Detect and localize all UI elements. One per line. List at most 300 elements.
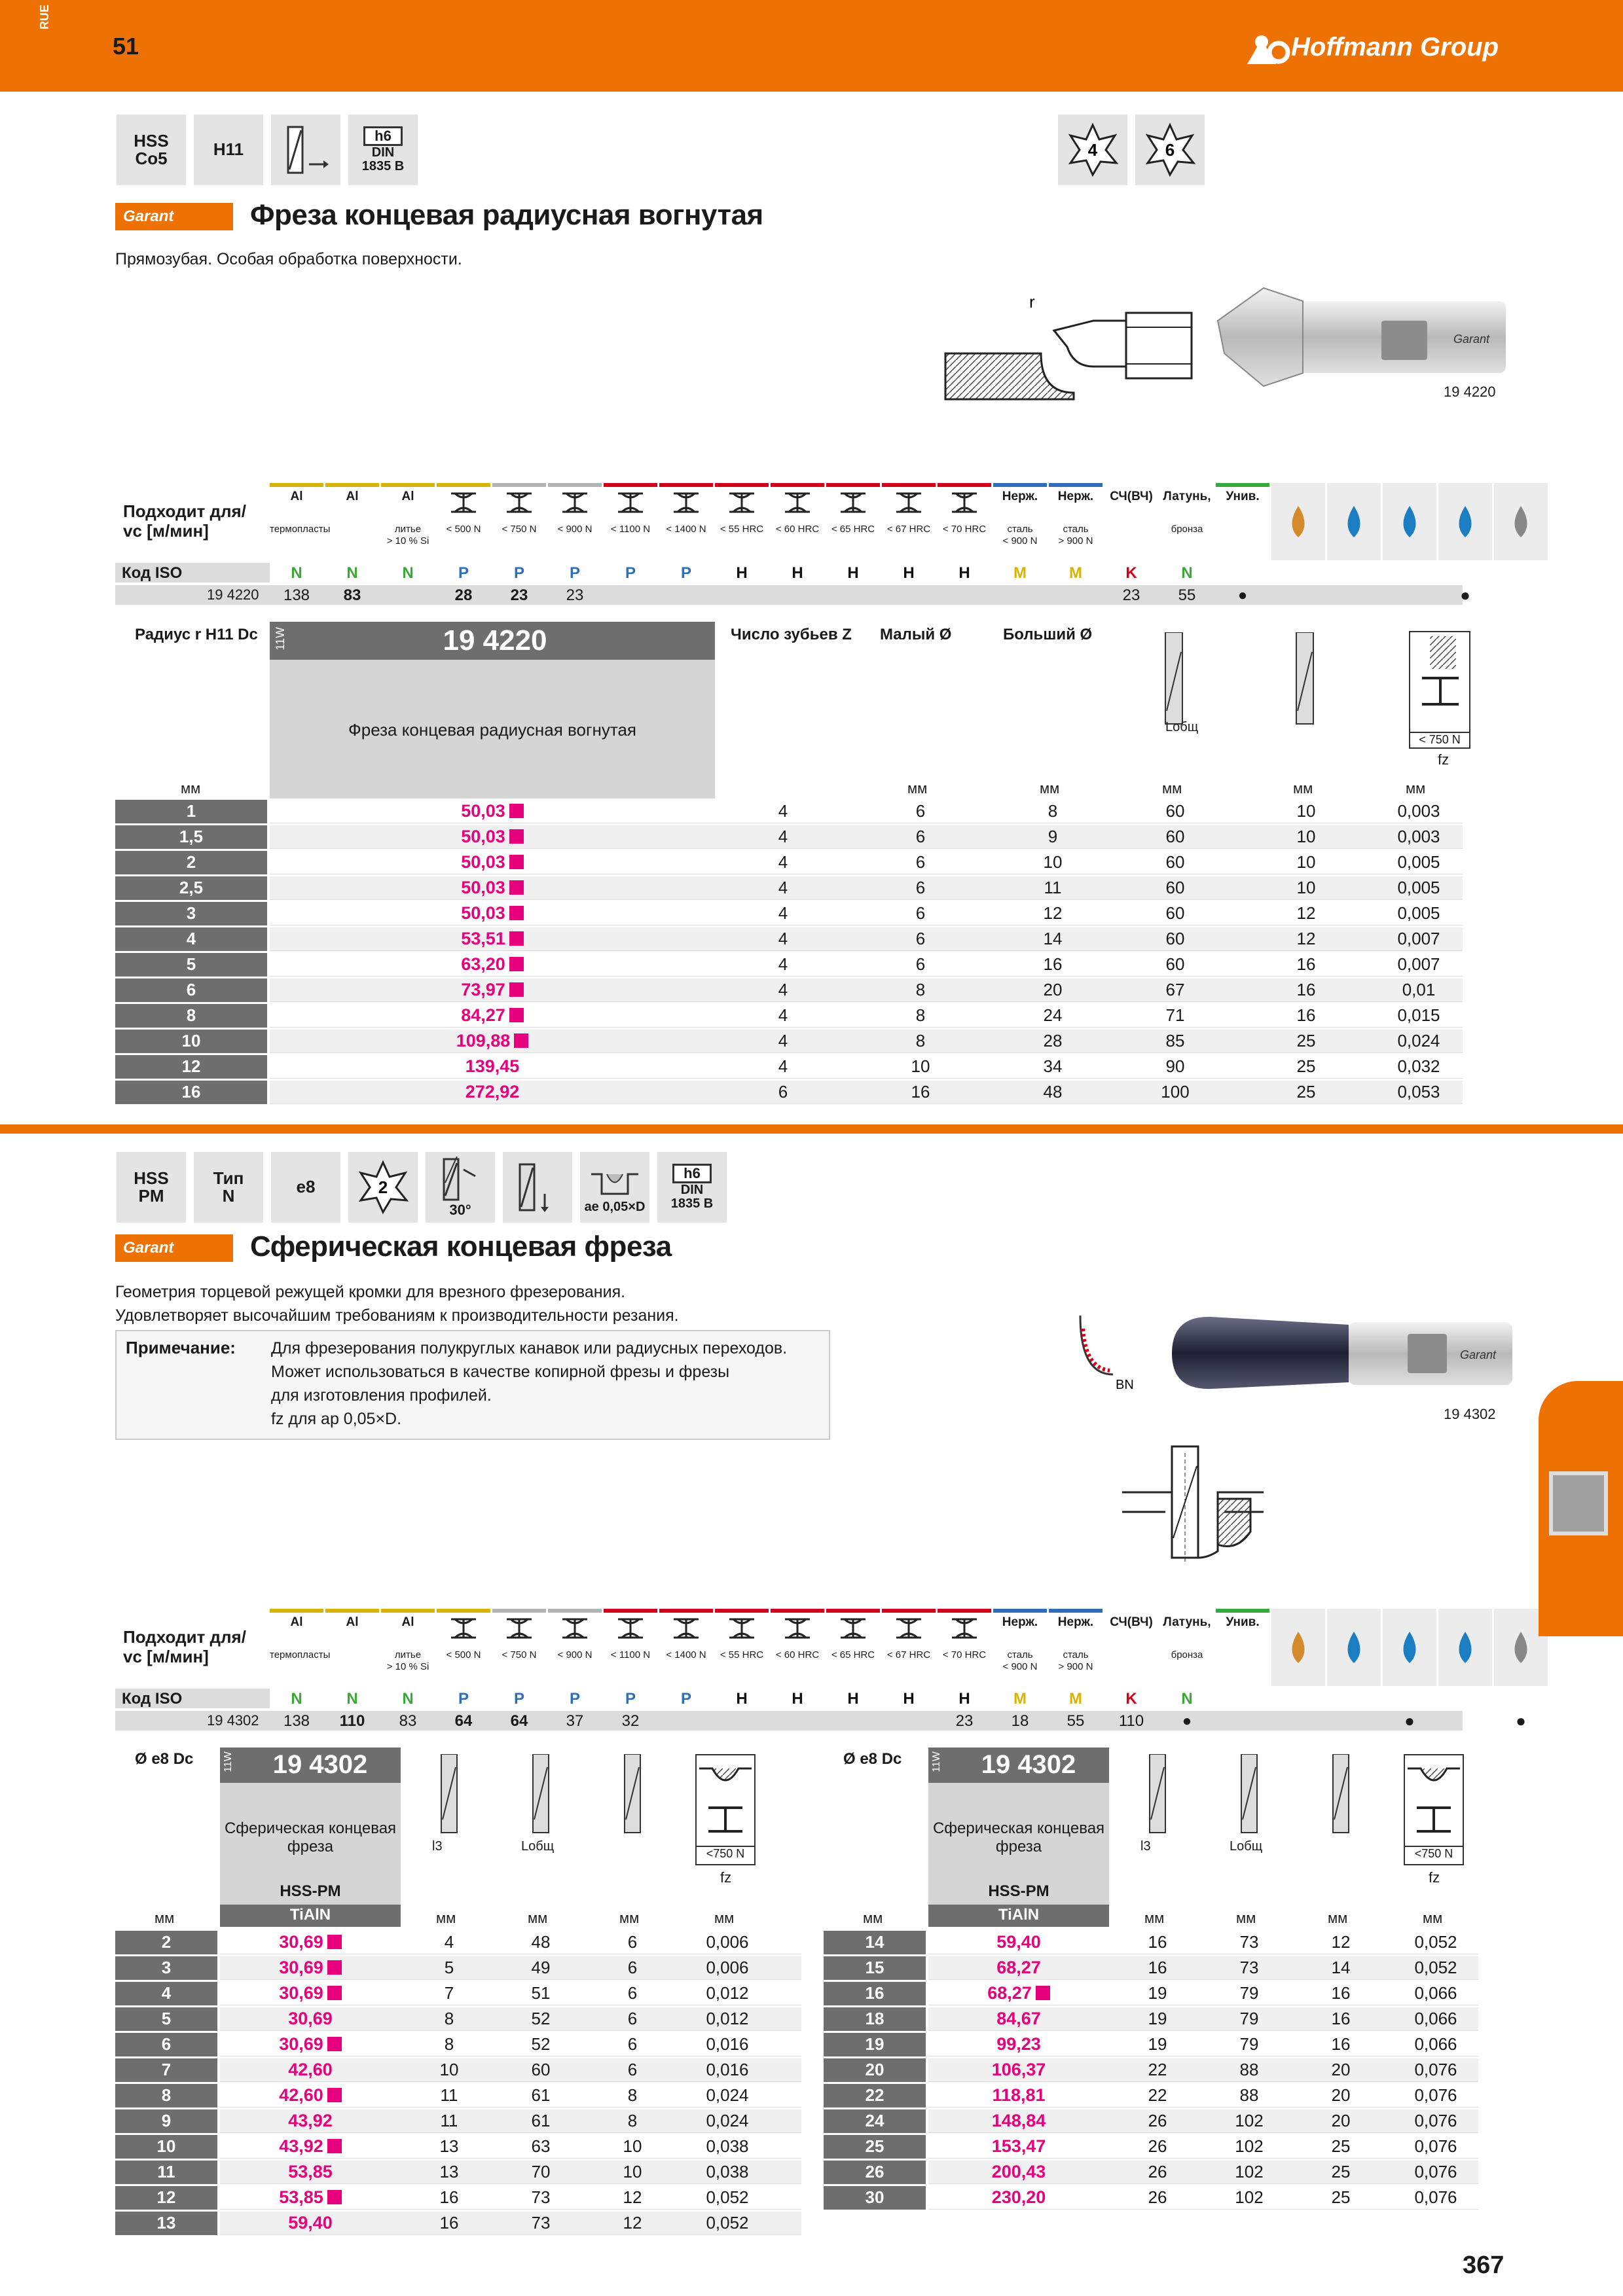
iso-code: M bbox=[1069, 1690, 1082, 1708]
price-value: 139,45 bbox=[465, 1056, 520, 1076]
row-lt: 60 bbox=[531, 2060, 551, 2079]
row-fz: 0,024 bbox=[1397, 1031, 1440, 1050]
oil-drop-icon bbox=[1271, 483, 1325, 560]
material-sub: < 60 HRC bbox=[775, 1649, 820, 1660]
row-l3: 16 bbox=[1148, 1958, 1167, 1977]
row-fz: 0,038 bbox=[706, 2136, 749, 2156]
header-fz: fz bbox=[720, 1869, 732, 1886]
row-s: 6 bbox=[915, 929, 926, 948]
vc-value: 23 bbox=[1122, 586, 1140, 604]
row-l3: 13 bbox=[439, 2162, 459, 2181]
material-color-bar bbox=[715, 483, 769, 487]
suit-head-2: vc [м/мин] bbox=[123, 1647, 209, 1666]
row-dia: 13 bbox=[156, 2213, 176, 2233]
header-fz: fz bbox=[1429, 1869, 1440, 1886]
material-title: Латунь, bbox=[1163, 490, 1211, 503]
vc-value: 64 bbox=[510, 1712, 528, 1730]
vc-value: 18 bbox=[1011, 1712, 1029, 1730]
teeth-2-icon bbox=[348, 1152, 418, 1223]
row-radius: 1,5 bbox=[179, 827, 204, 846]
price-value: 59,40 bbox=[996, 1932, 1041, 1952]
row-price bbox=[270, 878, 715, 898]
product-subtitle-1: Прямозубая. Особая обработка поверхности. bbox=[115, 250, 462, 268]
row-ds: 8 bbox=[627, 2085, 638, 2105]
shank-drawing-icon bbox=[1138, 1754, 1177, 1842]
row-z: 6 bbox=[778, 1082, 788, 1102]
row-price bbox=[928, 1932, 1109, 1952]
stock-square-icon bbox=[327, 2190, 342, 2204]
stock-square-icon bbox=[1036, 1986, 1050, 2000]
stock-square-icon bbox=[327, 2037, 342, 2051]
row-price bbox=[220, 1932, 401, 1952]
material-title: СЧ(ВЧ) bbox=[1110, 1615, 1153, 1629]
row-d: 16 bbox=[1296, 980, 1316, 999]
iso-code: M bbox=[1013, 564, 1027, 582]
row-ds: 6 bbox=[627, 2034, 638, 2054]
dry-cut-icon bbox=[1438, 1609, 1492, 1686]
material-sub: сталь < 900 N bbox=[1002, 524, 1038, 547]
steel-profile-icon bbox=[938, 1615, 991, 1645]
material-sub: < 750 N bbox=[501, 1649, 537, 1660]
price-value: 53,85 bbox=[288, 2162, 333, 2181]
row-price bbox=[270, 827, 715, 847]
material-color-bar bbox=[437, 483, 490, 487]
row-ds: 8 bbox=[627, 2111, 638, 2130]
row-lt: 73 bbox=[1239, 1958, 1259, 1977]
material-color-bar bbox=[882, 1609, 936, 1613]
vc-value: 110 bbox=[339, 1712, 365, 1730]
row-s: 6 bbox=[915, 903, 926, 923]
row-d: 25 bbox=[1296, 1056, 1316, 1076]
row-price bbox=[928, 2009, 1109, 2029]
row-fz: 0,006 bbox=[706, 1932, 749, 1952]
iso-code: K bbox=[1125, 564, 1137, 582]
material-color-bar bbox=[1216, 1609, 1269, 1613]
price-value: 30,69 bbox=[279, 2034, 323, 2054]
coolant-mark: ● bbox=[1404, 1711, 1415, 1731]
material-color-bar bbox=[659, 483, 713, 487]
row-dia: 8 bbox=[161, 2085, 172, 2105]
row-l3: 16 bbox=[1148, 1932, 1167, 1952]
row-price bbox=[220, 2034, 401, 2054]
material-sub: < 65 HRC bbox=[831, 524, 875, 535]
chapter-tab-icon bbox=[1549, 1471, 1608, 1535]
iso-code: P bbox=[569, 1690, 580, 1708]
iso-code: N bbox=[402, 564, 414, 582]
steel-profile-icon bbox=[437, 1615, 490, 1645]
price-value: 63,20 bbox=[461, 954, 505, 974]
iso-code: H bbox=[792, 564, 803, 582]
row-fz: 0,007 bbox=[1397, 929, 1440, 948]
svg-text:2: 2 bbox=[378, 1177, 388, 1197]
row-fz: 0,076 bbox=[1414, 2060, 1457, 2079]
price-value: 153,47 bbox=[991, 2136, 1046, 2156]
material-title: Нерж. bbox=[1002, 490, 1038, 503]
row-s: 6 bbox=[915, 852, 926, 872]
material-title: Al bbox=[346, 490, 359, 503]
price-value: 50,03 bbox=[461, 878, 505, 897]
material-sub: бронза bbox=[1171, 524, 1203, 535]
stock-square-icon bbox=[509, 982, 524, 997]
row-b: 48 bbox=[1043, 1082, 1063, 1102]
unit-cell: мм bbox=[1144, 1910, 1165, 1926]
spec-type-2: Тип N bbox=[194, 1152, 263, 1223]
steel-profile-icon bbox=[492, 490, 546, 520]
material-color-bar bbox=[715, 1609, 769, 1613]
row-d: 12 bbox=[1296, 903, 1316, 923]
row-lt: 88 bbox=[1239, 2060, 1259, 2079]
unit-cell: мм bbox=[1040, 780, 1060, 797]
row-fz: 0,076 bbox=[1414, 2162, 1457, 2181]
iso-label: Код ISO bbox=[122, 564, 183, 582]
steel-profile-icon bbox=[604, 1615, 657, 1645]
suitability-table-2 bbox=[115, 1609, 1526, 1733]
row-z: 4 bbox=[778, 801, 788, 821]
svg-text:4: 4 bbox=[1087, 140, 1098, 160]
row-price bbox=[270, 1082, 715, 1102]
row-lt: 73 bbox=[531, 2213, 551, 2233]
price-value: 230,20 bbox=[991, 2187, 1046, 2207]
material-sub: < 900 N bbox=[557, 1649, 593, 1660]
material-title: Нерж. bbox=[1057, 490, 1094, 503]
row-radius: 6 bbox=[186, 980, 196, 999]
iso-label: Код ISO bbox=[122, 1690, 183, 1708]
row-b: 20 bbox=[1043, 980, 1063, 999]
shank-drawing-icon bbox=[1230, 1754, 1269, 1842]
material-color-bar bbox=[938, 483, 991, 487]
row-b: 8 bbox=[1048, 801, 1058, 821]
material-color-bar bbox=[1049, 1609, 1103, 1613]
mql-icon bbox=[1494, 483, 1548, 560]
price-value: 59,40 bbox=[288, 2213, 333, 2233]
material-color-bar bbox=[993, 483, 1047, 487]
row-l3: 26 bbox=[1148, 2136, 1167, 2156]
row-radius: 10 bbox=[181, 1031, 201, 1050]
material-sub: < 500 N bbox=[446, 1649, 481, 1660]
header-name: Фреза концевая радиусная вогнутая bbox=[348, 720, 636, 740]
material-color-bar bbox=[1049, 483, 1103, 487]
row-price bbox=[928, 2187, 1109, 2208]
row-z: 4 bbox=[778, 903, 788, 923]
row-ds: 10 bbox=[623, 2162, 642, 2181]
header-coating: TiAlN bbox=[289, 1906, 331, 1924]
row-l3: 19 bbox=[1148, 2034, 1167, 2054]
row-fz: 0,076 bbox=[1414, 2085, 1457, 2105]
row-l3: 8 bbox=[444, 2034, 454, 2054]
row-price bbox=[270, 1005, 715, 1026]
material-sub: < 1100 N bbox=[610, 524, 651, 535]
shank-drawing-icon bbox=[1321, 1754, 1360, 1842]
iso-code: N bbox=[346, 1690, 358, 1708]
suit-head-1: Подходит для/ bbox=[123, 501, 246, 521]
vc-value: 64 bbox=[454, 1712, 473, 1730]
price-value: 43,92 bbox=[288, 2111, 333, 2130]
row-dia: 11 bbox=[157, 2162, 175, 2181]
price-value: 106,37 bbox=[991, 2060, 1046, 2079]
svg-text:Garant: Garant bbox=[1453, 332, 1490, 346]
ae-value: ae 0,05×D bbox=[584, 1199, 646, 1214]
svg-text:BN: BN bbox=[1116, 1378, 1134, 1392]
row-z: 4 bbox=[778, 1005, 788, 1025]
row-fz: 0,005 bbox=[1397, 903, 1440, 923]
material-color-bar bbox=[993, 1609, 1047, 1613]
material-color-bar bbox=[771, 483, 824, 487]
row-l: 60 bbox=[1165, 878, 1185, 897]
row-l3: 22 bbox=[1148, 2060, 1167, 2079]
vc-value: 138 bbox=[283, 1712, 310, 1730]
product-desc-line2: Удовлетворяет высочайшим требованиям к производительности резания. bbox=[115, 1306, 679, 1325]
row-price bbox=[220, 2213, 401, 2233]
iso-code: P bbox=[458, 564, 469, 582]
row-fz: 0,076 bbox=[1414, 2111, 1457, 2130]
section-divider bbox=[0, 1124, 1623, 1134]
row-ds: 12 bbox=[623, 2187, 642, 2207]
row-price bbox=[270, 1056, 715, 1077]
steel-profile-icon bbox=[548, 1615, 602, 1645]
spray-icon bbox=[1383, 1609, 1436, 1686]
shank-drawing-icon bbox=[429, 1754, 469, 1842]
price-value: 84,67 bbox=[996, 2009, 1041, 2028]
row-l3: 19 bbox=[1148, 1983, 1167, 2003]
row-l: 67 bbox=[1165, 980, 1185, 999]
row-l3: 11 bbox=[440, 2085, 458, 2105]
note-line4: fz для ap 0,05×D. bbox=[271, 1410, 402, 1428]
row-b: 11 bbox=[1044, 878, 1062, 897]
din-label-2: DIN bbox=[680, 1182, 704, 1197]
row-s: 6 bbox=[915, 954, 926, 974]
dry-cut-icon bbox=[1438, 483, 1492, 560]
row-ds: 12 bbox=[1331, 1932, 1351, 1952]
shank-tolerance-2: h6 bbox=[672, 1164, 712, 1183]
row-ds: 6 bbox=[627, 2060, 638, 2079]
row-l: 85 bbox=[1165, 1031, 1185, 1050]
material-sub: < 70 HRC bbox=[942, 1649, 987, 1660]
price-value: 148,84 bbox=[991, 2111, 1046, 2130]
row-l: 100 bbox=[1161, 1082, 1190, 1102]
teeth-4-icon bbox=[1058, 115, 1127, 185]
row-price bbox=[220, 2136, 401, 2157]
iso-code: H bbox=[736, 564, 748, 582]
steel-profile-icon bbox=[771, 490, 824, 520]
suit-head-1: Подходит для/ bbox=[123, 1627, 246, 1647]
header-11w: 11W bbox=[274, 627, 287, 651]
row-ds: 20 bbox=[1331, 2111, 1351, 2130]
emulsion-drop-icon bbox=[1327, 1609, 1381, 1686]
row-ds: 6 bbox=[627, 2009, 638, 2028]
profile-drawing-1 bbox=[943, 281, 1198, 406]
din-number-2: 1835 B bbox=[670, 1196, 714, 1211]
row-price bbox=[220, 2187, 401, 2208]
garant-logo-2: Garant bbox=[115, 1234, 233, 1262]
row-price bbox=[220, 2085, 401, 2106]
price-value: 109,88 bbox=[456, 1031, 511, 1050]
row-d: 16 bbox=[1296, 1005, 1316, 1025]
stock-square-icon bbox=[509, 804, 524, 818]
vc-value: 83 bbox=[343, 586, 361, 604]
row-radius: 2,5 bbox=[179, 878, 204, 897]
row-fz: 0,005 bbox=[1397, 852, 1440, 872]
header-ltot: Lобщ bbox=[1230, 1839, 1263, 1854]
header-material: HSS-PM bbox=[280, 1882, 341, 1900]
product-desc-line1: Геометрия торцевой режущей кромки для врезного фрезерования. bbox=[115, 1283, 626, 1301]
material-sub: < 67 HRC bbox=[886, 524, 931, 535]
row-s: 10 bbox=[911, 1056, 930, 1076]
material-title: Нерж. bbox=[1002, 1615, 1038, 1629]
row-l3: 22 bbox=[1148, 2085, 1167, 2105]
material-color-bar bbox=[882, 483, 936, 487]
row-z: 4 bbox=[778, 827, 788, 846]
price-value: 42,60 bbox=[288, 2060, 333, 2079]
row-fz: 0,012 bbox=[706, 1983, 749, 2003]
brand-name: Hoffmann Group bbox=[1291, 33, 1499, 62]
price-value: 200,43 bbox=[991, 2162, 1046, 2181]
page-number-bottom: 367 bbox=[1463, 2251, 1504, 2279]
price-value: 30,69 bbox=[279, 1958, 323, 1977]
row-s: 16 bbox=[911, 1082, 930, 1102]
iso-code: H bbox=[958, 564, 970, 582]
row-dia: 3 bbox=[161, 1958, 172, 1977]
row-ds: 10 bbox=[623, 2136, 642, 2156]
note-line2: Может использоваться в качестве копирной фрезы и фрезы bbox=[271, 1363, 730, 1381]
row-dia: 9 bbox=[161, 2111, 172, 2130]
row-l3: 10 bbox=[439, 2060, 459, 2079]
row-radius: 4 bbox=[186, 929, 196, 948]
vc-value: 23 bbox=[566, 586, 584, 604]
note-box bbox=[115, 1330, 830, 1440]
row-l3: 26 bbox=[1148, 2111, 1167, 2130]
stock-square-icon bbox=[509, 880, 524, 895]
row-z: 4 bbox=[778, 980, 788, 999]
material-color-bar bbox=[604, 1609, 657, 1613]
row-lt: 102 bbox=[1235, 2111, 1264, 2130]
steel-profile-icon bbox=[659, 1615, 713, 1645]
iso-code: P bbox=[625, 564, 636, 582]
unit-cell: мм bbox=[714, 1910, 735, 1926]
iso-code: M bbox=[1013, 1690, 1027, 1708]
row-price bbox=[928, 2085, 1109, 2106]
helix-angle: 30° bbox=[449, 1202, 471, 1219]
row-price bbox=[270, 852, 715, 872]
stock-square-icon bbox=[509, 957, 524, 971]
code-label: 19 4220 bbox=[207, 586, 259, 603]
steel-profile-icon bbox=[882, 490, 936, 520]
row-fz: 0,076 bbox=[1414, 2136, 1457, 2156]
shank-drawing-icon bbox=[1283, 632, 1329, 734]
row-b: 12 bbox=[1043, 903, 1063, 923]
material-title: Al bbox=[401, 490, 414, 503]
din-shank-badge-2 bbox=[657, 1152, 727, 1223]
row-price bbox=[928, 2060, 1109, 2080]
iso-code: P bbox=[569, 564, 580, 582]
oil-drop-icon bbox=[1271, 1609, 1325, 1686]
fz-sub: <750 N bbox=[697, 1846, 754, 1861]
row-l3: 16 bbox=[439, 2187, 459, 2207]
vc-value: 28 bbox=[454, 586, 473, 604]
row-lt: 70 bbox=[531, 2162, 551, 2181]
row-d: 25 bbox=[1296, 1031, 1316, 1050]
teeth-6-icon bbox=[1135, 115, 1205, 185]
row-lt: 102 bbox=[1235, 2162, 1264, 2181]
row-lt: 51 bbox=[531, 1983, 551, 2003]
row-dia: 24 bbox=[865, 2111, 884, 2130]
row-ds: 16 bbox=[1331, 2034, 1351, 2054]
iso-code: N bbox=[1181, 564, 1193, 582]
row-lt: 102 bbox=[1235, 2187, 1264, 2207]
row-z: 4 bbox=[778, 954, 788, 974]
unit-cell: мм bbox=[1293, 780, 1313, 797]
material-color-bar bbox=[604, 483, 657, 487]
iso-code: H bbox=[847, 564, 859, 582]
material-title: Латунь, bbox=[1163, 1615, 1211, 1629]
row-fz: 0,038 bbox=[706, 2162, 749, 2181]
row-dia: 19 bbox=[865, 2034, 884, 2054]
row-l3: 4 bbox=[444, 1932, 454, 1952]
iso-code: P bbox=[680, 564, 691, 582]
price-value: 118,81 bbox=[992, 2085, 1046, 2105]
unit-cell: мм bbox=[1162, 780, 1182, 797]
row-price bbox=[928, 2111, 1109, 2131]
din-shank-badge bbox=[348, 115, 418, 185]
row-fz: 0,052 bbox=[1414, 1958, 1457, 1977]
iso-code: P bbox=[625, 1690, 636, 1708]
price-value: 68,27 bbox=[987, 1983, 1032, 2003]
header-fz: fz bbox=[1438, 751, 1450, 768]
material-sub: сталь > 900 N bbox=[1058, 524, 1093, 547]
material-color-bar bbox=[325, 1609, 379, 1613]
stock-square-icon bbox=[514, 1033, 528, 1048]
row-lt: 79 bbox=[1239, 2034, 1259, 2054]
row-price bbox=[220, 2111, 401, 2131]
row-price bbox=[220, 1958, 401, 1978]
material-sub: сталь > 900 N bbox=[1058, 1649, 1093, 1672]
vc-value: 138 bbox=[283, 586, 310, 604]
material-title: Al bbox=[401, 1615, 414, 1629]
row-fz: 0,016 bbox=[706, 2034, 749, 2054]
shank-drawing-icon bbox=[1152, 632, 1198, 734]
vc-value: 110 bbox=[1118, 1712, 1144, 1730]
row-l3: 8 bbox=[444, 2009, 454, 2028]
row-dia: 12 bbox=[156, 2187, 176, 2207]
row-ds: 12 bbox=[623, 2213, 642, 2233]
tool-photo-19-4302 bbox=[1074, 1302, 1519, 1401]
row-ds: 16 bbox=[1331, 1983, 1351, 2003]
row-ds: 20 bbox=[1331, 2085, 1351, 2105]
row-l3: 13 bbox=[439, 2136, 459, 2156]
row-l3: 16 bbox=[439, 2213, 459, 2233]
unit-cell: мм bbox=[528, 1910, 548, 1926]
row-price bbox=[928, 2162, 1109, 2182]
row-d: 25 bbox=[1296, 1082, 1316, 1102]
row-l: 60 bbox=[1165, 903, 1185, 923]
row-lt: 48 bbox=[531, 1932, 551, 1952]
row-dia: 22 bbox=[865, 2085, 884, 2105]
row-ds: 14 bbox=[1331, 1958, 1351, 1977]
row-lt: 79 bbox=[1239, 2009, 1259, 2028]
stock-square-icon bbox=[509, 855, 524, 869]
steel-profile-icon bbox=[715, 1615, 769, 1645]
material-color-bar bbox=[437, 1609, 490, 1613]
material-sub: литье > 10 % Si bbox=[386, 1649, 429, 1672]
groove-drawing bbox=[1120, 1440, 1316, 1571]
material-color-bar bbox=[1160, 1609, 1214, 1613]
price-value: 30,69 bbox=[279, 1932, 323, 1952]
product-table-19-4220 bbox=[115, 622, 1463, 1106]
suitability-table-1 bbox=[115, 483, 1470, 607]
material-color-bar bbox=[492, 483, 546, 487]
row-dia: 26 bbox=[865, 2162, 884, 2181]
row-l3: 26 bbox=[1148, 2162, 1167, 2181]
header-ltot: Lобщ bbox=[521, 1839, 555, 1854]
